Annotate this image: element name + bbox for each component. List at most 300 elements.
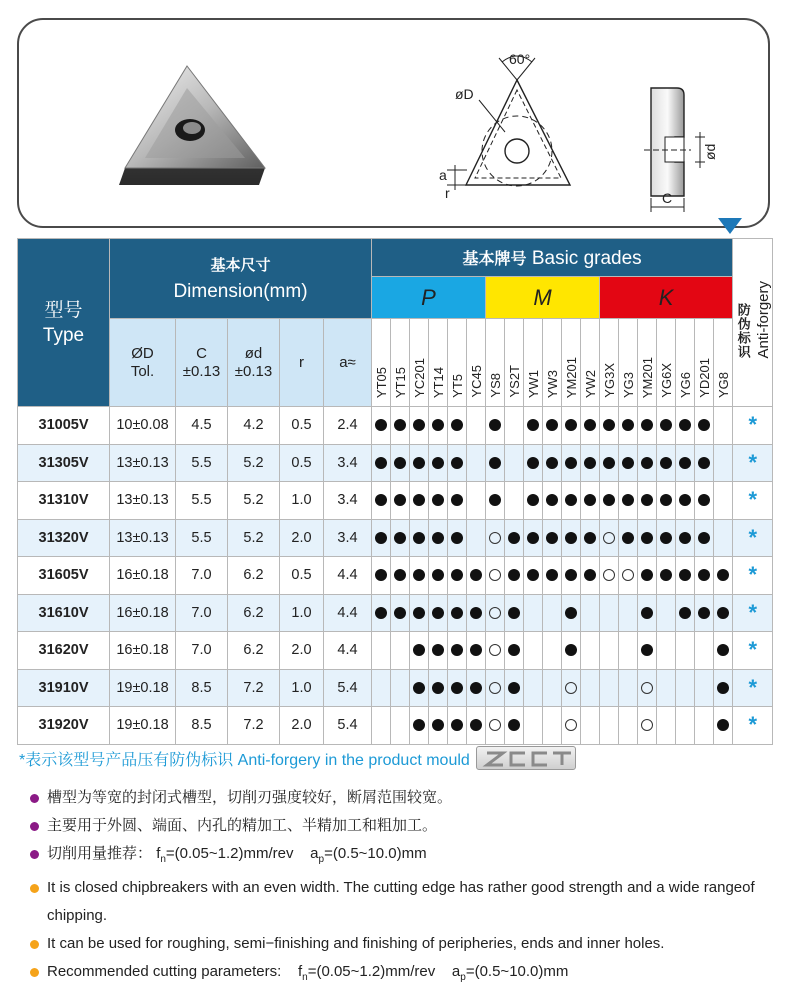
asterisk-icon: * [748,449,758,475]
filled-dot-icon [565,644,577,656]
ap-value-en: =(0.5~10.0)mm [465,963,569,980]
asterisk-icon: * [748,562,758,588]
filled-dot-icon [432,644,444,656]
grade-cell [467,632,486,670]
grade-cell [505,444,524,482]
anti-forgery-cn: 防伪标识 [735,302,751,359]
table-row [18,707,773,745]
filled-dot-icon [698,532,710,544]
pointer-arrow-icon [718,218,742,234]
cell-c: 8.5 [176,707,228,745]
dimension-header-line1: ød [244,344,263,362]
grade-label: YM201 [563,356,579,398]
grade-cell [714,594,733,632]
grade-cell [638,707,657,745]
specification-table [17,238,773,745]
grade-cell [543,482,562,520]
ap-subscript: p [318,854,325,865]
grade-cell [429,632,448,670]
cell-od: 16±0.18 [110,557,176,595]
cell-a: 4.4 [324,594,372,632]
grade-cell [581,482,600,520]
ap-subscript-en: p [460,972,466,983]
grade-column-header [391,319,410,407]
grade-cell [391,707,410,745]
c-label: C [662,190,673,206]
grade-cell [619,482,638,520]
grade-cell [676,519,695,557]
grade-cell [372,669,391,707]
grade-cell [676,482,695,520]
grade-cell [543,632,562,670]
grade-column-header [619,319,638,407]
grade-cell [524,707,543,745]
filled-dot-icon [584,569,596,581]
grade-column-header [448,319,467,407]
cell-a: 3.4 [324,482,372,520]
filled-dot-icon [660,419,672,431]
filled-dot-icon [717,607,729,619]
filled-dot-icon [375,569,387,581]
filled-dot-icon [432,457,444,469]
filled-dot-icon [679,607,691,619]
grade-cell [657,707,676,745]
filled-dot-icon [622,419,634,431]
table-row [18,632,773,670]
grade-column-header [714,319,733,407]
table-row [18,407,773,445]
grade-cell [562,407,581,445]
grade-cell [600,407,619,445]
cell-c: 7.0 [176,557,228,595]
cell-a: 2.4 [324,407,372,445]
filled-dot-icon [432,607,444,619]
grade-cell [638,557,657,595]
grade-cell [657,407,676,445]
filled-dot-icon [527,457,539,469]
grade-cell [714,669,733,707]
product-drawing-panel [17,18,770,228]
open-circle-icon [489,719,501,731]
filled-dot-icon [698,419,710,431]
filled-dot-icon [413,607,425,619]
cell-od: 13±0.13 [110,444,176,482]
grade-cell [486,707,505,745]
grade-cell [676,557,695,595]
grade-label: YC45 [468,365,484,398]
filled-dot-icon [546,532,558,544]
grade-cell [410,557,429,595]
filled-dot-icon [470,569,482,581]
dimension-header-line1: ØD [131,344,154,362]
grade-cell [543,407,562,445]
filled-dot-icon [432,532,444,544]
filled-dot-icon [527,419,539,431]
cell-type: 31610V [18,594,110,632]
grade-cell [505,669,524,707]
bullet-en-2: It can be used for roughing, semi−finishing and finishing of peripheries, ends and inner holes. [30,930,780,958]
grade-cell [391,594,410,632]
filled-dot-icon [413,644,425,656]
filled-dot-icon [394,532,406,544]
anti-forgery-cell [733,482,773,520]
grade-cell [562,632,581,670]
filled-dot-icon [641,419,653,431]
grade-column-header [372,319,391,407]
grade-group-m: M [486,277,600,319]
filled-dot-icon [508,682,520,694]
filled-dot-icon [451,494,463,506]
grade-cell [562,594,581,632]
ap-value: =(0.5~10.0)mm [324,845,427,862]
fn-value-en: =(0.05~1.2)mm/rev [307,963,436,980]
grade-label: YW3 [544,369,560,398]
filled-dot-icon [413,719,425,731]
filled-dot-icon [641,532,653,544]
grade-cell [657,519,676,557]
insert-drawings [19,20,772,230]
grade-cell [429,519,448,557]
dimension-header-line2: ±0.13 [234,362,273,380]
filled-dot-icon [394,494,406,506]
grade-cell [410,669,429,707]
grade-cell [600,519,619,557]
grade-cell [600,669,619,707]
anti-forgery-note-text: *表示该型号产品压有防伪标识 Anti-forgery in the product mould [19,751,470,769]
fn-value: =(0.05~1.2)mm/rev [165,845,294,862]
grade-cell [467,594,486,632]
grade-cell [410,482,429,520]
grade-cell [448,407,467,445]
grade-cell [695,519,714,557]
filled-dot-icon [546,419,558,431]
filled-dot-icon [641,569,653,581]
cell-c: 4.5 [176,407,228,445]
filled-dot-icon [546,494,558,506]
grade-cell [505,594,524,632]
grade-cell [619,707,638,745]
grade-cell [543,707,562,745]
grade-label: YG6 [677,371,693,398]
grade-cell [657,669,676,707]
anti-forgery-cell [733,519,773,557]
asterisk-icon: * [748,674,758,700]
grade-cell [486,669,505,707]
grade-cell [524,519,543,557]
dimension-column-header [280,319,324,407]
side-section-drawing [644,88,705,212]
cell-a: 4.4 [324,557,372,595]
basic-grades-header [372,239,733,277]
grade-cell [619,594,638,632]
grade-cell [619,407,638,445]
grade-cell [448,519,467,557]
grade-cell [657,482,676,520]
anti-forgery-en: Anti-forgery [754,281,772,359]
grade-cell [372,407,391,445]
grade-cell [372,444,391,482]
asterisk-icon: * [748,712,758,738]
asterisk-icon: * [748,599,758,625]
dimension-header-cn: 基本尺寸 [210,256,271,274]
filled-dot-icon [508,569,520,581]
filled-dot-icon [470,644,482,656]
filled-dot-icon [413,569,425,581]
table-row [18,519,773,557]
filled-dot-icon [451,419,463,431]
grade-cell [543,669,562,707]
filled-dot-icon [565,494,577,506]
ap-symbol-en: a [451,963,461,980]
grade-cell [619,519,638,557]
cell-d: 7.2 [228,707,280,745]
type-header-en: Type [42,324,85,346]
bullet-en-cutting [30,958,780,992]
filled-dot-icon [565,569,577,581]
table-row [18,482,773,520]
grade-cell [676,407,695,445]
grade-cell [543,557,562,595]
filled-dot-icon [375,494,387,506]
cell-r: 0.5 [280,444,324,482]
filled-dot-icon [451,719,463,731]
filled-dot-icon [508,644,520,656]
grade-cell [600,632,619,670]
filled-dot-icon [546,457,558,469]
cell-od: 19±0.18 [110,669,176,707]
filled-dot-icon [660,457,672,469]
filled-dot-icon [679,532,691,544]
grade-cell [486,407,505,445]
anti-forgery-cell [733,669,773,707]
grade-column-header [695,319,714,407]
r-label: r [445,185,450,201]
feature-bullets [30,784,780,992]
filled-dot-icon [660,532,672,544]
grade-cell [448,444,467,482]
cell-r: 1.0 [280,594,324,632]
dimension-header-line2: ±0.13 [182,362,221,380]
grade-cell [638,407,657,445]
grade-cell [562,557,581,595]
grade-cell [638,519,657,557]
cell-type: 31005V [18,407,110,445]
grade-cell [638,482,657,520]
grade-cell [391,482,410,520]
grade-cell [448,594,467,632]
filled-dot-icon [660,569,672,581]
grade-cell [562,482,581,520]
anti-forgery-cell [733,707,773,745]
grade-cell [372,519,391,557]
dimension-header [110,239,372,319]
open-circle-icon [489,532,501,544]
grade-cell [448,557,467,595]
cell-d: 6.2 [228,557,280,595]
grade-cell [695,669,714,707]
grade-cell [562,444,581,482]
cell-d: 4.2 [228,407,280,445]
cell-a: 5.4 [324,669,372,707]
cell-r: 0.5 [280,557,324,595]
cell-r: 2.0 [280,707,324,745]
grade-cell [429,557,448,595]
filled-dot-icon [546,569,558,581]
cell-c: 7.0 [176,632,228,670]
bullet-cn-1: 槽型为等宽的封闭式槽型，切削刃强度较好，断屑范围较宽。 [30,784,780,812]
ap-symbol: a [310,845,319,862]
open-circle-icon [641,719,653,731]
filled-dot-icon [394,419,406,431]
dimension-column-header [110,319,176,407]
fn-subscript-en: n [302,972,308,983]
filled-dot-icon [565,457,577,469]
filled-dot-icon [413,419,425,431]
dimension-header-line2: Tol. [130,362,155,380]
od-label: øD [455,86,474,102]
grade-cell [600,444,619,482]
cell-r: 1.0 [280,482,324,520]
grade-label: YM201 [639,356,655,398]
cell-type: 31910V [18,669,110,707]
filled-dot-icon [432,682,444,694]
filled-dot-icon [375,607,387,619]
grade-cell [410,707,429,745]
cell-d: 5.2 [228,519,280,557]
grade-cell [372,594,391,632]
grade-cell [695,444,714,482]
grade-cell [410,444,429,482]
filled-dot-icon [641,607,653,619]
grade-cell [524,557,543,595]
grade-cell [505,632,524,670]
zcct-logo [476,746,576,770]
open-circle-icon [603,569,615,581]
grade-cell [448,632,467,670]
grade-cell [486,632,505,670]
grade-cell [562,707,581,745]
filled-dot-icon [698,494,710,506]
grade-label: YT5 [449,374,465,398]
bullet-cn-2: 主要用于外圆、端面、内孔的精加工、半精加工和粗加工。 [30,812,780,840]
grade-cell [638,444,657,482]
grade-label: YD201 [696,358,712,398]
grade-cell [714,707,733,745]
filled-dot-icon [451,532,463,544]
grade-cell [657,632,676,670]
dimension-column-header [176,319,228,407]
grade-cell [467,407,486,445]
cell-r: 2.0 [280,632,324,670]
grade-cell [391,407,410,445]
filled-dot-icon [603,494,615,506]
filled-dot-icon [698,607,710,619]
grade-column-header [562,319,581,407]
filled-dot-icon [508,719,520,731]
type-header-cn: 型号 [44,299,83,321]
filled-dot-icon [679,569,691,581]
grade-cell [581,444,600,482]
filled-dot-icon [394,457,406,469]
open-circle-icon [565,719,577,731]
grade-label: YW1 [525,369,541,398]
grade-cell [467,519,486,557]
cell-d: 5.2 [228,482,280,520]
grade-label: YG3X [601,363,617,398]
filled-dot-icon [413,532,425,544]
grade-cell [695,482,714,520]
grade-cell [524,407,543,445]
grade-column-header [486,319,505,407]
grade-cell [372,707,391,745]
filled-dot-icon [603,457,615,469]
grade-cell [448,707,467,745]
insert-3d-image [119,66,265,185]
grade-cell [619,632,638,670]
open-circle-icon [489,607,501,619]
dimension-header-en: Dimension(mm) [173,280,308,302]
grade-label: YS2T [506,365,522,398]
filled-dot-icon [470,607,482,619]
grade-cell [714,444,733,482]
grade-label: YW2 [582,369,598,398]
grade-cell [524,444,543,482]
grade-cell [429,669,448,707]
grade-cell [486,519,505,557]
asterisk-icon: * [748,637,758,663]
open-circle-icon [489,682,501,694]
grade-cell [505,407,524,445]
grade-column-header [429,319,448,407]
grade-cell [524,594,543,632]
basic-grades-cn: 基本牌号 [462,250,527,268]
fn-subscript: n [160,854,166,865]
grade-cell [448,482,467,520]
table-row [18,594,773,632]
grade-cell [429,594,448,632]
dimension-column-header [324,319,372,407]
anti-forgery-cell [733,632,773,670]
grade-cell [410,519,429,557]
filled-dot-icon [679,457,691,469]
filled-dot-icon [413,682,425,694]
filled-dot-icon [527,494,539,506]
grade-cell [676,594,695,632]
grade-label: YC201 [411,358,427,398]
filled-dot-icon [584,494,596,506]
grade-cell [638,669,657,707]
filled-dot-icon [489,419,501,431]
grade-cell [638,632,657,670]
open-circle-icon [489,644,501,656]
filled-dot-icon [565,419,577,431]
filled-dot-icon [432,494,444,506]
cell-r: 0.5 [280,407,324,445]
filled-dot-icon [470,719,482,731]
cell-od: 19±0.18 [110,707,176,745]
a-label: a [439,167,447,183]
filled-dot-icon [622,532,634,544]
grade-column-header [600,319,619,407]
grade-cell [676,669,695,707]
filled-dot-icon [508,607,520,619]
cell-type: 31605V [18,557,110,595]
cell-type: 31320V [18,519,110,557]
grade-cell [600,707,619,745]
grade-cell [410,594,429,632]
filled-dot-icon [565,532,577,544]
grade-cell [429,482,448,520]
